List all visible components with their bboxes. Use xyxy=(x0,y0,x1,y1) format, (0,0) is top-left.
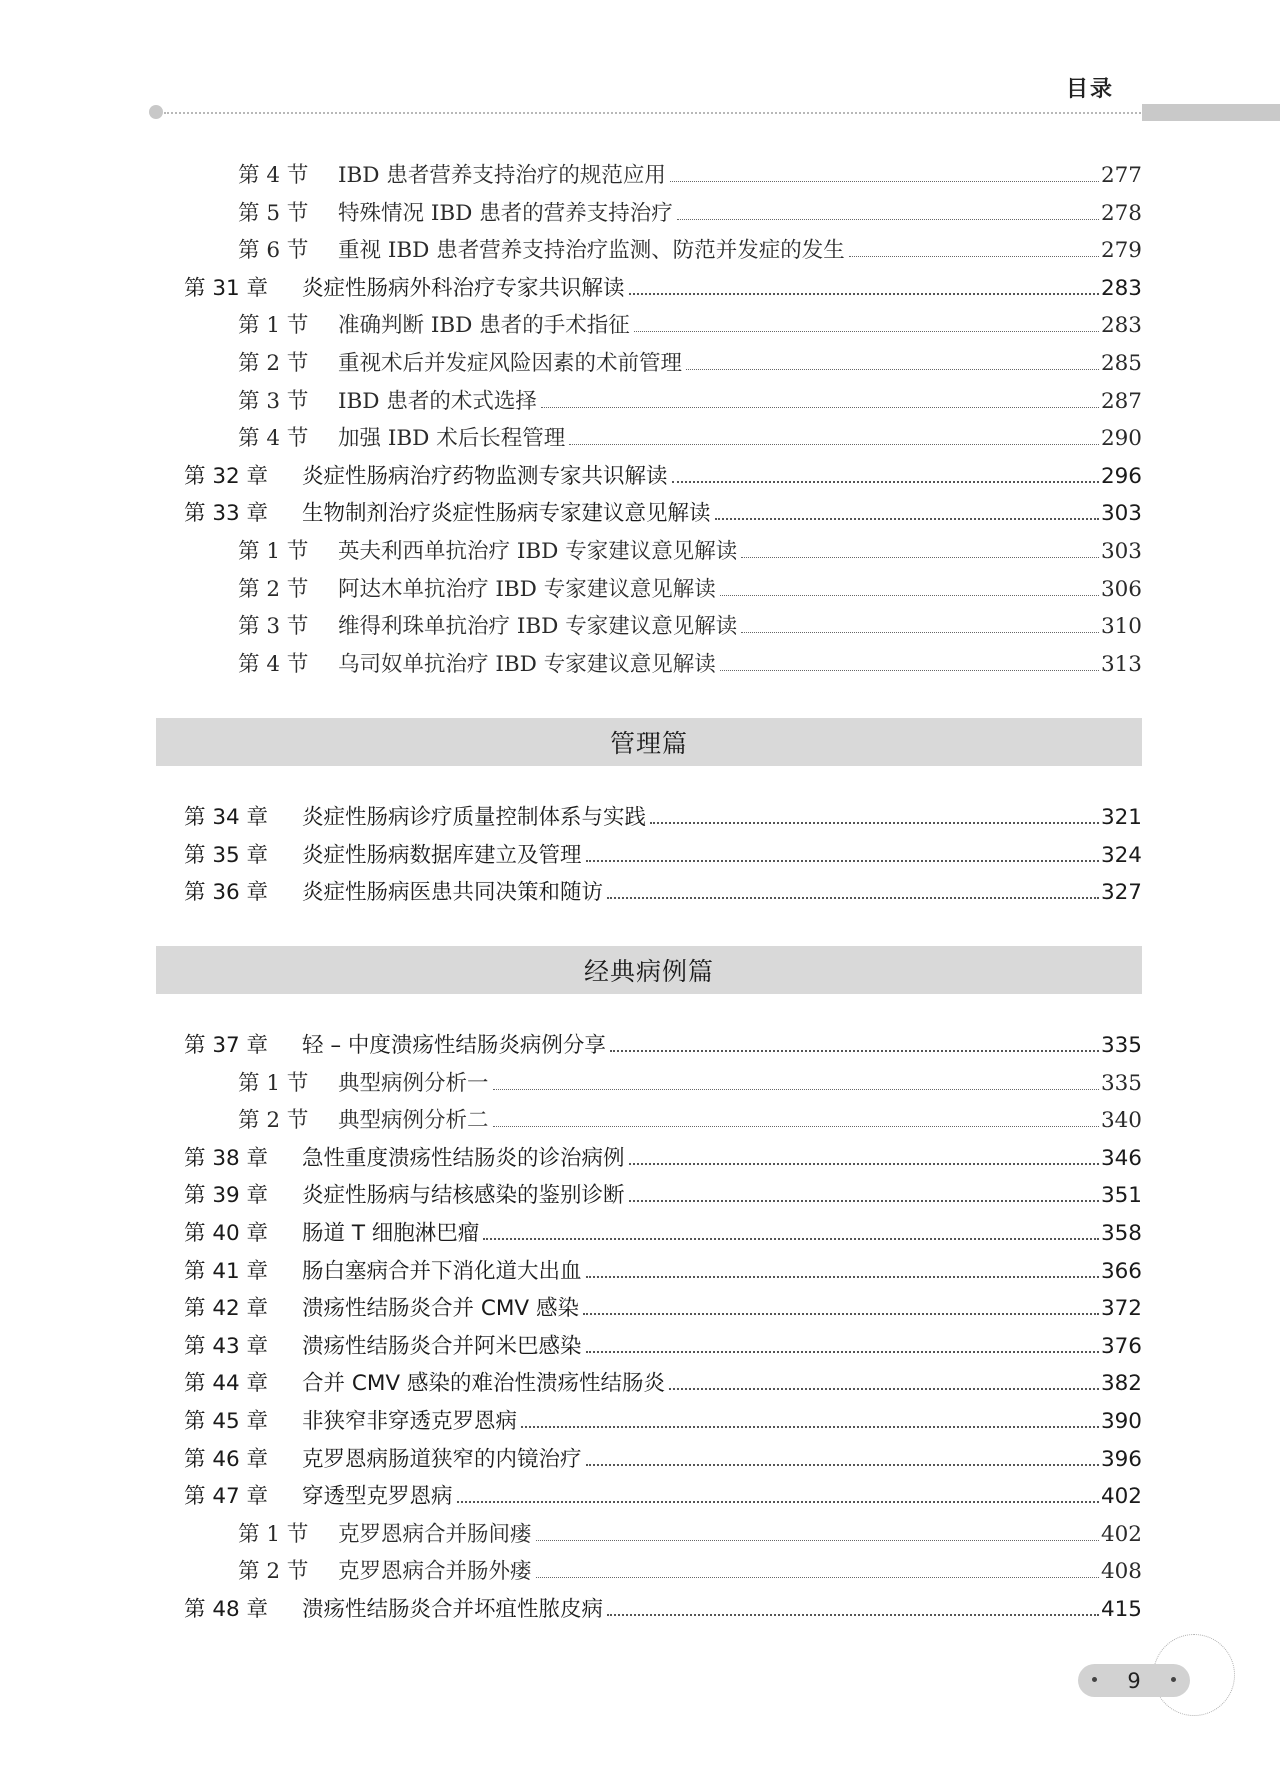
toc-entry-number: 第 46 章 xyxy=(184,1446,269,1472)
toc-entry-page: 279 xyxy=(1100,238,1142,264)
toc-entry-page: 310 xyxy=(1100,614,1142,640)
toc-chapter-entry[interactable] xyxy=(184,1404,1142,1440)
toc-entry-title: 克罗恩病合并肠间瘘 xyxy=(338,1521,532,1547)
toc-entry-title: 溃疡性结肠炎合并坏疽性脓皮病 xyxy=(302,1597,604,1622)
toc-entry-number: 第 4 节 xyxy=(238,426,309,452)
toc-dot-leader xyxy=(849,255,1099,257)
toc-dot-leader xyxy=(493,1088,1099,1090)
toc-chapter-entry[interactable] xyxy=(184,1329,1142,1365)
toc-entry-page: 296 xyxy=(1100,463,1142,489)
toc-entry-page: 277 xyxy=(1100,163,1142,188)
toc-entry-page: 287 xyxy=(1100,388,1142,414)
toc-dot-leader xyxy=(720,594,1099,596)
toc-dot-leader xyxy=(650,821,1099,824)
toc-entry-number: 第 3 节 xyxy=(238,388,309,414)
toc-entry-title: 重视 IBD 患者营养支持治疗监测、防范并发症的发生 xyxy=(338,238,845,264)
toc-chapter-entry[interactable] xyxy=(184,271,1142,307)
toc-entry-title: 英夫利西单抗治疗 IBD 专家建议意见解读 xyxy=(338,539,738,564)
toc-section-entry[interactable] xyxy=(238,1517,1142,1553)
toc-entry-number: 第 4 节 xyxy=(238,651,309,677)
part-heading-cases xyxy=(156,946,1142,994)
toc-dot-leader xyxy=(536,1576,1099,1578)
toc-entry-title: 克罗恩病肠道狭窄的内镜治疗 xyxy=(302,1446,582,1472)
part-heading-label: 经典病例篇 xyxy=(583,957,714,986)
bullet-dot-icon xyxy=(1092,1677,1097,1682)
toc-dot-leader xyxy=(634,330,1099,332)
toc-dot-leader xyxy=(629,1162,1099,1165)
toc-entry-number: 第 38 章 xyxy=(184,1145,269,1171)
toc-entry-title: 准确判断 IBD 患者的手术指征 xyxy=(338,313,630,339)
toc-entry-number: 第 4 节 xyxy=(238,163,309,188)
toc-entry-page: 382 xyxy=(1100,1371,1142,1397)
toc-entry-number: 第 35 章 xyxy=(184,842,269,868)
toc-entry-number: 第 3 节 xyxy=(238,614,309,640)
toc-entry-title: 炎症性肠病与结核感染的鉴别诊断 xyxy=(302,1183,625,1209)
toc-entry-title: 合并 CMV 感染的难治性溃疡性结肠炎 xyxy=(302,1371,665,1397)
toc-entry-number: 第 39 章 xyxy=(184,1183,269,1209)
toc-entry-page: 306 xyxy=(1100,576,1142,602)
toc-entry-title: 非狭窄非穿透克罗恩病 xyxy=(302,1409,518,1434)
toc-entry-title: 炎症性肠病外科治疗专家共识解读 xyxy=(302,275,625,301)
toc-chapter-entry[interactable] xyxy=(184,1592,1142,1628)
toc-entry-title: 阿达木单抗治疗 IBD 专家建议意见解读 xyxy=(338,576,716,602)
toc-entry-page: 313 xyxy=(1100,651,1142,677)
part-heading-label: 管理篇 xyxy=(609,729,688,758)
toc-entry-page: 335 xyxy=(1100,1070,1142,1096)
toc-entry-title: 溃疡性结肠炎合并 CMV 感染 xyxy=(302,1296,579,1322)
toc-section-entry[interactable] xyxy=(238,534,1142,570)
toc-dot-leader xyxy=(586,1350,1099,1353)
toc-section-entry[interactable] xyxy=(238,384,1142,420)
toc-entry-number: 第 31 章 xyxy=(184,275,269,301)
toc-dot-leader xyxy=(586,1275,1099,1278)
toc-entry-page: 324 xyxy=(1100,842,1142,868)
toc-entry-title: 肠道 T 细胞淋巴瘤 xyxy=(302,1221,480,1246)
toc-entry-number: 第 2 节 xyxy=(238,1559,309,1585)
toc-dot-leader xyxy=(720,669,1099,671)
toc-entry-page: 290 xyxy=(1100,426,1142,452)
toc-chapter-entry[interactable] xyxy=(184,1366,1142,1402)
toc-entry-title: 典型病例分析一 xyxy=(338,1070,489,1096)
toc-dot-leader xyxy=(521,1425,1099,1428)
toc-entry-number: 第 40 章 xyxy=(184,1221,269,1246)
toc-entry-title: 轻 – 中度溃疡性结肠炎病例分享 xyxy=(302,1033,606,1058)
toc-entry-page: 303 xyxy=(1100,539,1142,564)
toc-chapter-entry[interactable] xyxy=(184,838,1142,874)
toc-chapter-entry[interactable] xyxy=(184,1178,1142,1214)
toc-entry-page: 390 xyxy=(1100,1409,1142,1434)
toc-entry-page: 283 xyxy=(1100,275,1142,301)
toc-dot-leader xyxy=(715,517,1099,520)
toc-entry-title: 加强 IBD 术后长程管理 xyxy=(338,426,566,452)
toc-dot-leader xyxy=(493,1125,1099,1127)
toc-entry-page: 366 xyxy=(1100,1258,1142,1284)
toc-entry-title: 生物制剂治疗炎症性肠病专家建议意见解读 xyxy=(302,501,711,527)
toc-dot-leader xyxy=(586,1463,1099,1466)
toc-section-entry[interactable] xyxy=(238,609,1142,645)
toc-entry-title: 穿透型克罗恩病 xyxy=(302,1484,453,1510)
toc-entry-page: 396 xyxy=(1100,1446,1142,1472)
toc-entry-page: 335 xyxy=(1100,1033,1142,1058)
toc-chapter-entry[interactable] xyxy=(184,1254,1142,1290)
toc-dot-leader xyxy=(629,292,1099,295)
toc-chapter-entry[interactable] xyxy=(184,800,1142,836)
toc-section-entry[interactable] xyxy=(238,647,1142,683)
toc-entry-page: 376 xyxy=(1100,1333,1142,1359)
toc-dot-leader xyxy=(483,1237,1099,1240)
toc-entry-number: 第 41 章 xyxy=(184,1258,269,1284)
toc-dot-leader xyxy=(669,1387,1099,1390)
toc-entry-number: 第 42 章 xyxy=(184,1296,269,1322)
toc-entry-title: 肠白塞病合并下消化道大出血 xyxy=(302,1258,582,1284)
toc-dot-leader xyxy=(607,1613,1099,1616)
toc-entry-number: 第 1 节 xyxy=(238,1070,309,1096)
toc-entry-number: 第 33 章 xyxy=(184,501,269,527)
toc-entry-title: 重视术后并发症风险因素的术前管理 xyxy=(338,351,683,376)
toc-section-entry[interactable] xyxy=(238,346,1142,382)
toc-entry-page: 321 xyxy=(1100,805,1142,830)
toc-chapter-entry[interactable] xyxy=(184,1291,1142,1327)
toc-entry-number: 第 45 章 xyxy=(184,1409,269,1434)
toc-entry-page: 278 xyxy=(1100,200,1142,226)
toc-entry-page: 402 xyxy=(1100,1484,1142,1510)
toc-entry-page: 283 xyxy=(1100,313,1142,339)
toc-dot-leader xyxy=(672,480,1099,483)
toc-entry-title: 溃疡性结肠炎合并阿米巴感染 xyxy=(302,1333,582,1359)
toc-entry-number: 第 1 节 xyxy=(238,539,309,564)
toc-entry-page: 415 xyxy=(1100,1597,1142,1622)
toc-chapter-entry[interactable] xyxy=(184,496,1142,532)
toc-section-entry[interactable] xyxy=(238,158,1142,194)
toc-section-entry[interactable] xyxy=(238,421,1142,457)
toc-entry-title: 炎症性肠病数据库建立及管理 xyxy=(302,842,582,868)
toc-entry-title: 炎症性肠病医患共同决策和随访 xyxy=(302,880,604,906)
toc-entry-title: 克罗恩病合并肠外瘘 xyxy=(338,1559,532,1585)
toc-dot-leader xyxy=(607,896,1099,899)
toc-dot-leader xyxy=(583,1312,1099,1315)
toc-dot-leader xyxy=(670,180,1099,182)
toc-dot-leader xyxy=(586,859,1099,862)
toc-entry-title: 典型病例分析二 xyxy=(338,1108,489,1134)
toc-dot-leader xyxy=(629,1199,1099,1202)
toc-entry-page: 346 xyxy=(1100,1145,1142,1171)
toc-chapter-entry[interactable] xyxy=(184,1028,1142,1064)
toc-entry-title: 乌司奴单抗治疗 IBD 专家建议意见解读 xyxy=(338,651,716,677)
toc-entry-title: 炎症性肠病治疗药物监测专家共识解读 xyxy=(302,463,668,489)
toc-section-entry[interactable] xyxy=(238,1066,1142,1102)
toc-dot-leader xyxy=(686,368,1099,370)
header-dotted-rule xyxy=(164,112,1144,114)
toc-section-entry[interactable] xyxy=(238,572,1142,608)
toc-entry-title: 急性重度溃疡性结肠炎的诊治病例 xyxy=(302,1145,625,1171)
toc-entry-number: 第 2 节 xyxy=(238,351,309,376)
toc-entry-title: IBD 患者营养支持治疗的规范应用 xyxy=(338,163,666,188)
page-number-badge xyxy=(1078,1664,1190,1697)
running-header-title: 目录 xyxy=(1066,77,1115,102)
toc-entry-page: 351 xyxy=(1100,1183,1142,1209)
toc-entry-page: 372 xyxy=(1100,1296,1142,1322)
toc-section-entry[interactable] xyxy=(238,1554,1142,1590)
toc-chapter-entry[interactable] xyxy=(184,1141,1142,1177)
toc-section-entry[interactable] xyxy=(238,1103,1142,1139)
toc-dot-leader xyxy=(536,1539,1099,1541)
toc-chapter-entry[interactable] xyxy=(184,875,1142,911)
toc-entry-number: 第 48 章 xyxy=(184,1597,269,1622)
page-number: 9 xyxy=(1127,1668,1141,1693)
toc-dot-leader xyxy=(741,556,1099,558)
toc-entry-number: 第 34 章 xyxy=(184,805,269,830)
toc-dot-leader xyxy=(610,1049,1099,1052)
toc-entry-number: 第 1 节 xyxy=(238,1521,309,1547)
toc-chapter-entry[interactable] xyxy=(184,459,1142,495)
toc-chapter-entry[interactable] xyxy=(184,1479,1142,1515)
toc-entry-title: 炎症性肠病诊疗质量控制体系与实践 xyxy=(302,805,647,830)
toc-entry-number: 第 37 章 xyxy=(184,1033,269,1058)
toc-section-entry[interactable] xyxy=(238,196,1142,232)
toc-entry-page: 285 xyxy=(1100,351,1142,376)
toc-entry-title: IBD 患者的术式选择 xyxy=(338,388,537,414)
bullet-dot-icon xyxy=(1171,1677,1176,1682)
toc-entry-number: 第 1 节 xyxy=(238,313,309,339)
toc-section-entry[interactable] xyxy=(238,233,1142,269)
toc-entry-page: 408 xyxy=(1100,1559,1142,1585)
toc-chapter-entry[interactable] xyxy=(184,1442,1142,1478)
toc-entry-page: 358 xyxy=(1100,1221,1142,1246)
part-heading-management xyxy=(156,718,1142,766)
toc-section-entry[interactable] xyxy=(238,308,1142,344)
toc-dot-leader xyxy=(569,443,1099,445)
toc-chapter-entry[interactable] xyxy=(184,1216,1142,1252)
toc-entry-title: 特殊情况 IBD 患者的营养支持治疗 xyxy=(338,200,673,226)
header-gray-tab xyxy=(1142,104,1280,121)
toc-dot-leader xyxy=(741,631,1099,633)
toc-entry-number: 第 2 节 xyxy=(238,576,309,602)
toc-entry-page: 303 xyxy=(1100,501,1142,527)
toc-entry-number: 第 36 章 xyxy=(184,880,269,906)
toc-dot-leader xyxy=(677,218,1099,220)
toc-entry-number: 第 44 章 xyxy=(184,1371,269,1397)
toc-entry-number: 第 43 章 xyxy=(184,1333,269,1359)
toc-entry-number: 第 2 节 xyxy=(238,1108,309,1134)
toc-entry-page: 327 xyxy=(1100,880,1142,906)
toc-entry-number: 第 32 章 xyxy=(184,463,269,489)
toc-entry-title: 维得利珠单抗治疗 IBD 专家建议意见解读 xyxy=(338,614,738,640)
toc-entry-number: 第 5 节 xyxy=(238,200,309,226)
toc-dot-leader xyxy=(457,1500,1099,1503)
toc-entry-number: 第 6 节 xyxy=(238,238,309,264)
toc-dot-leader xyxy=(541,406,1099,408)
toc-entry-page: 340 xyxy=(1100,1108,1142,1134)
toc-entry-page: 402 xyxy=(1100,1521,1142,1547)
header-decoration-dot xyxy=(149,105,163,119)
toc-entry-number: 第 47 章 xyxy=(184,1484,269,1510)
